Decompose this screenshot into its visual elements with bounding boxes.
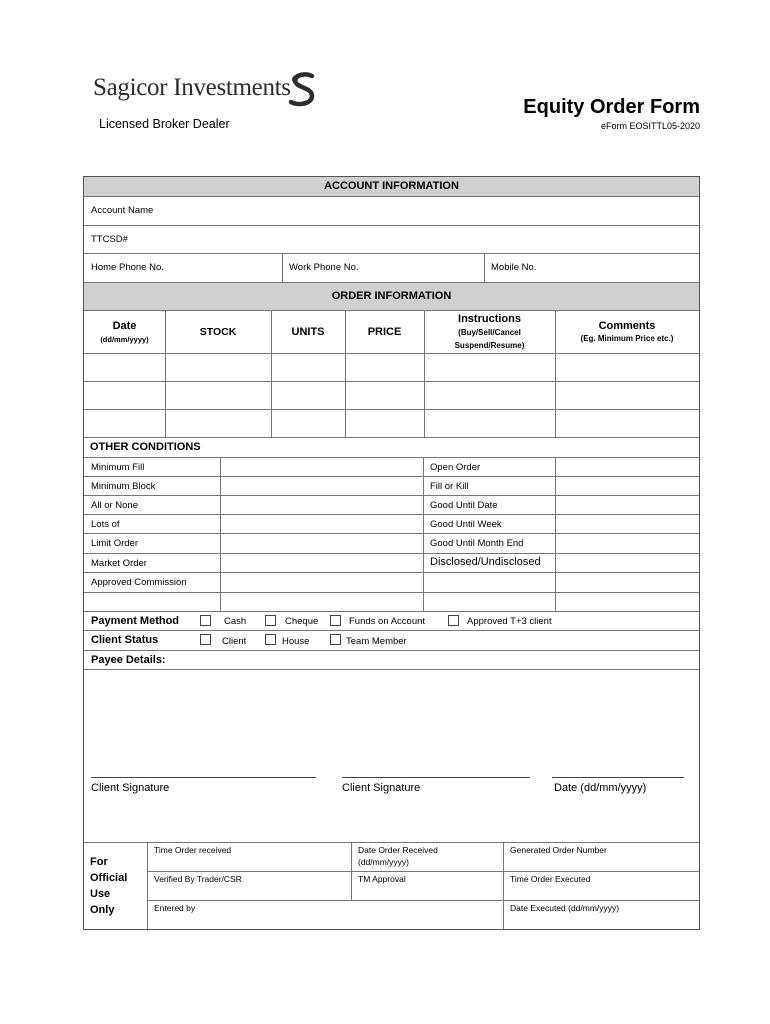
form-title: Equity Order Form xyxy=(523,96,700,118)
ttcsd-field[interactable]: TTCSD# xyxy=(91,234,128,245)
date-order-received-field[interactable]: Date Order Received xyxy=(358,845,438,855)
col-instructions-sub2: Suspend/Resume) xyxy=(454,341,525,350)
col-comments: Comments xyxy=(598,320,656,332)
condition-limit-order: Limit Order xyxy=(91,538,138,549)
condition-open-order: Open Order xyxy=(430,462,481,473)
payee-details-label: Payee Details: xyxy=(91,654,166,666)
date-executed-field[interactable]: Date Executed (dd/mm/yyyy) xyxy=(510,903,620,913)
col-instructions-sub1: (Buy/Sell/Cancel xyxy=(458,328,521,337)
client-status-label: Client Status xyxy=(91,634,159,646)
order-row[interactable] xyxy=(84,410,699,437)
tm-approval-field[interactable]: TM Approval xyxy=(358,874,406,884)
col-price: PRICE xyxy=(367,326,402,338)
signature-date-label: Date (dd/mm/yyyy) xyxy=(554,782,647,794)
client-signature-line-2[interactable] xyxy=(342,777,530,778)
condition-minimum-block: Minimum Block xyxy=(91,481,156,492)
payment-approved-t3-label: Approved T+3 client xyxy=(467,616,552,627)
home-phone-field[interactable]: Home Phone No. xyxy=(91,262,164,273)
client-signature-line-1[interactable] xyxy=(91,777,316,778)
condition-good-until-date: Good Until Date xyxy=(430,500,498,511)
date-order-received-format: (dd/mm/yyyy) xyxy=(358,857,409,867)
col-stock: STOCK xyxy=(199,326,237,338)
entered-by-field[interactable]: Entered by xyxy=(154,903,196,913)
condition-minimum-fill: Minimum Fill xyxy=(91,462,145,473)
order-info-header: ORDER INFORMATION xyxy=(84,283,699,310)
condition-good-until-month-end: Good Until Month End xyxy=(430,538,524,549)
condition-lots-of: Lots of xyxy=(91,519,120,530)
payment-cheque-checkbox[interactable] xyxy=(265,615,276,626)
official-use-line-4: Only xyxy=(90,904,115,916)
order-row[interactable] xyxy=(84,382,699,409)
client-signature-label-2: Client Signature xyxy=(342,782,421,794)
time-order-received-field[interactable]: Time Order received xyxy=(154,845,232,855)
order-row[interactable] xyxy=(84,354,699,381)
client-signature-label-1: Client Signature xyxy=(91,782,170,794)
official-use-line-2: Official xyxy=(90,872,128,884)
time-order-executed-field[interactable]: Time Order Executed xyxy=(510,874,591,884)
payment-method-label: Payment Method xyxy=(91,615,180,627)
verified-by-field[interactable]: Verified By Trader/CSR xyxy=(154,874,242,884)
col-units: UNITS xyxy=(291,326,325,338)
status-team-member-label: Team Member xyxy=(346,636,407,647)
condition-all-or-none: All or None xyxy=(91,500,138,511)
status-client-checkbox[interactable] xyxy=(200,634,211,645)
company-name: Sagicor Investments xyxy=(93,74,291,101)
col-date-format: (dd/mm/yyyy) xyxy=(100,335,149,344)
work-phone-field[interactable]: Work Phone No. xyxy=(289,262,359,273)
date-signature-line[interactable] xyxy=(552,777,684,778)
status-client-label: Client xyxy=(222,636,247,647)
payment-cash-label: Cash xyxy=(224,616,247,627)
condition-approved-commission: Approved Commission xyxy=(91,577,187,588)
col-comments-sub: (Eg. Minimum Price etc.) xyxy=(580,334,674,343)
condition-fill-or-kill: Fill or Kill xyxy=(430,481,469,492)
form-code: eForm EOSITTL05-2020 xyxy=(600,121,700,131)
mobile-field[interactable]: Mobile No. xyxy=(491,262,537,273)
payment-funds-on-account-checkbox[interactable] xyxy=(330,615,341,626)
condition-disclosed: Disclosed/Undisclosed xyxy=(430,556,541,568)
status-house-checkbox[interactable] xyxy=(265,634,276,645)
other-conditions-header: OTHER CONDITIONS xyxy=(90,441,201,453)
account-info-header: ACCOUNT INFORMATION xyxy=(84,177,699,196)
account-name-field[interactable]: Account Name xyxy=(91,205,154,216)
status-team-member-checkbox[interactable] xyxy=(330,634,341,645)
tagline: Licensed Broker Dealer xyxy=(99,117,230,131)
company-logo-icon xyxy=(286,72,320,113)
payment-cash-checkbox[interactable] xyxy=(200,615,211,626)
col-instructions: Instructions xyxy=(458,313,521,325)
payment-cheque-label: Cheque xyxy=(285,616,319,627)
official-use-line-3: Use xyxy=(90,888,111,900)
generated-order-number-field[interactable]: Generated Order Number xyxy=(510,845,607,855)
payee-details-area[interactable] xyxy=(84,670,699,770)
status-house-label: House xyxy=(282,636,310,647)
condition-good-until-week: Good Until Week xyxy=(430,519,502,530)
payment-approved-t3-checkbox[interactable] xyxy=(448,615,459,626)
col-date: Date xyxy=(112,320,137,332)
official-use-line-1: For xyxy=(90,856,108,868)
condition-market-order: Market Order xyxy=(91,558,147,569)
payment-funds-on-account-label: Funds on Account xyxy=(349,616,426,627)
